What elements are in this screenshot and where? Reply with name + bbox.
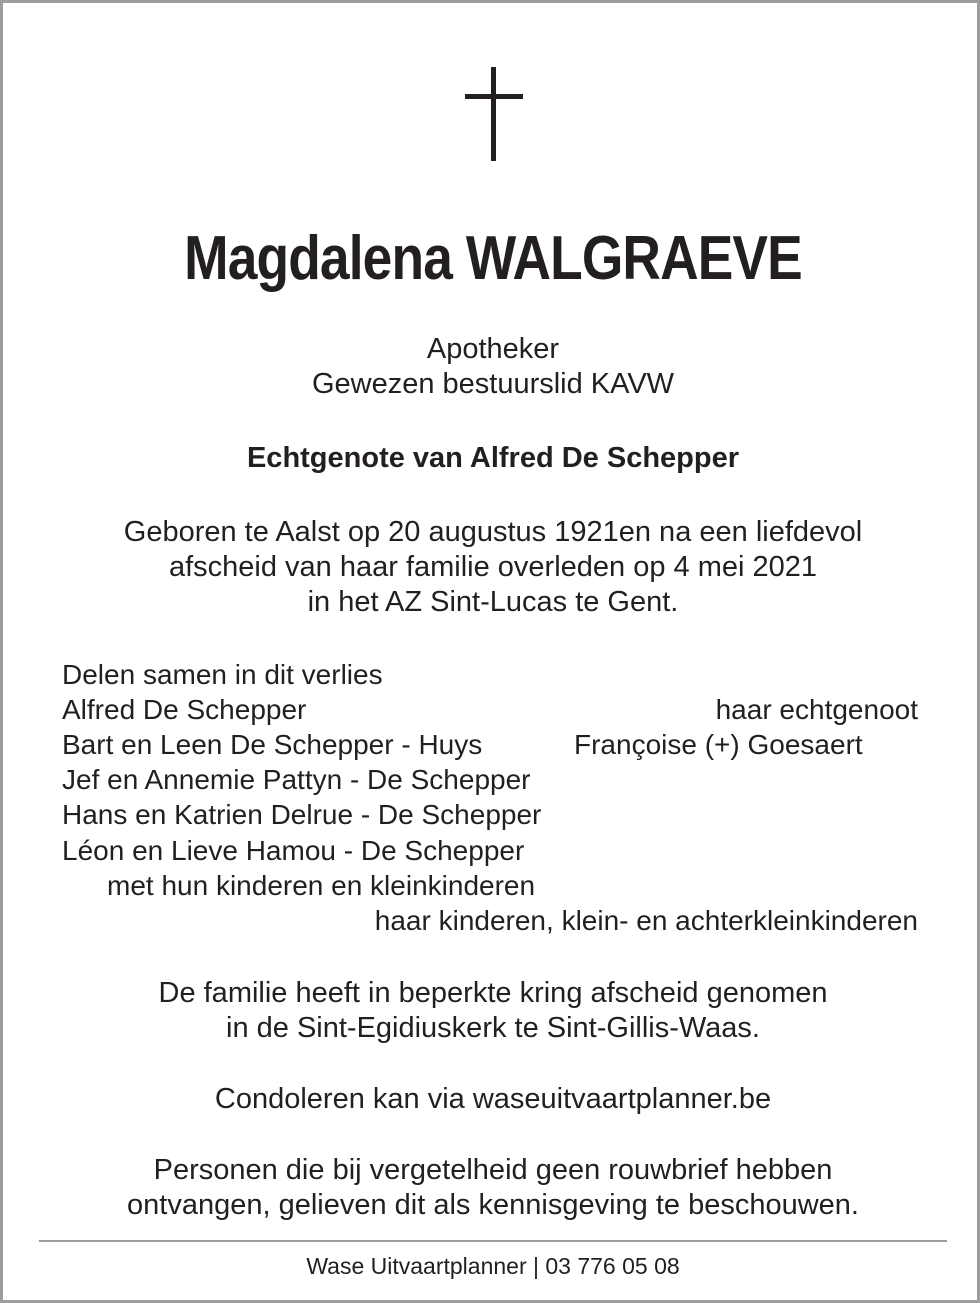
mourner-name: Bart en Leen De Schepper - Huys: [62, 729, 483, 760]
birth-line: in het AZ Sint-Lucas te Gent.: [307, 586, 679, 618]
cross-icon: [465, 67, 523, 161]
mourner-parent: Françoise (+) Goesaert: [574, 729, 863, 760]
notice-line: Personen die bij vergetelheid geen rouwbrief hebben: [153, 1154, 833, 1186]
board-membership: Gewezen bestuurslid KAVW: [311, 368, 675, 400]
mourner-relation: haar echtgenoot: [715, 694, 918, 725]
mourner-name: Jef en Annemie Pattyn - De Schepper: [62, 764, 531, 795]
mourner-relation: haar kinderen, klein- en achterkleinkinderen: [374, 905, 918, 936]
notice-line: ontvangen, gelieven dit als kennisgeving te beschouwen.: [127, 1189, 859, 1221]
deceased-name: Magdalena WALGRAEVE: [184, 224, 802, 293]
spouse-line: Echtgenote van Alfred De Schepper: [246, 442, 740, 474]
farewell-line: De familie heeft in beperkte kring afscheid genomen: [158, 977, 828, 1009]
birth-line: afscheid van haar familie overleden op 4 mei 2021: [168, 551, 818, 583]
mourner-name: Hans en Katrien Delrue - De Schepper: [62, 799, 542, 830]
condolence-line: Condoleren kan via waseuitvaartplanner.be: [214, 1083, 772, 1115]
footer-text: Wase Uitvaartplanner | 03 776 05 08: [306, 1253, 680, 1279]
mourners-heading: Delen samen in dit verlies: [62, 659, 383, 690]
farewell-line: in de Sint-Egidiuskerk te Sint-Gillis-Waas.: [226, 1012, 760, 1044]
birth-line: Geboren te Aalst op 20 augustus 1921en na een liefdevol: [123, 516, 863, 548]
mourner-name: Alfred De Schepper: [62, 694, 307, 725]
footer-divider: [39, 1240, 947, 1242]
mourner-name: Léon en Lieve Hamou - De Schepper: [62, 835, 525, 866]
profession: Apotheker: [426, 333, 560, 365]
mourner-note: met hun kinderen en kleinkinderen: [107, 870, 536, 901]
